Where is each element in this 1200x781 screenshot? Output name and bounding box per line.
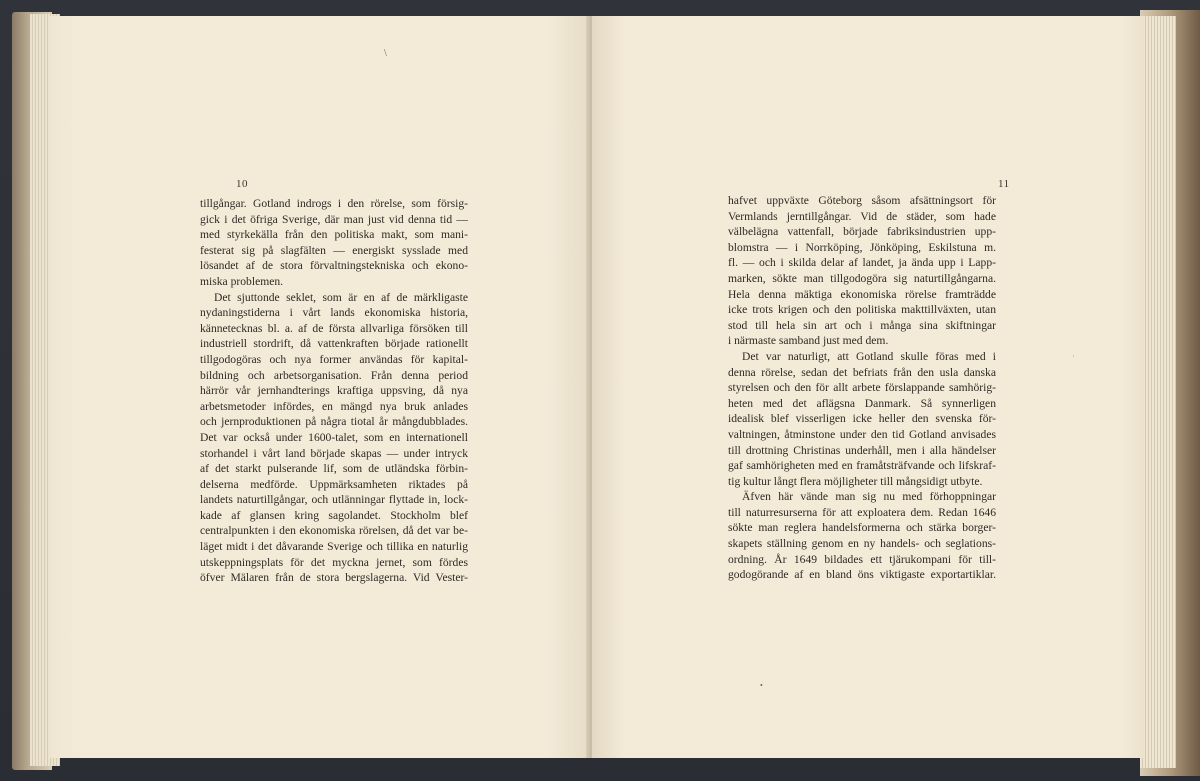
text-line: Hela denna mäktiga ekonomiska rörelse framträdde — [728, 287, 996, 301]
text-line: stod till hela sin art och i många sina skiftningar — [728, 318, 996, 332]
text-line: fl. — och i skilda delar af landet, ja ända upp i Lapp- — [728, 256, 996, 270]
text-line: skapets ställning genom en ny handels- och seglations- — [728, 537, 996, 551]
text-line: icke trots krigen och den politiska makttillväxten, utan — [728, 303, 996, 317]
text-line: Äfven här vände man sig nu med förhoppningar — [742, 490, 996, 504]
text-line: tig kultur långt flera möjligheter till mångsidigt utbyte. — [728, 474, 983, 488]
text-line: bildning och arbetsorganisation. Från denna period — [200, 368, 468, 382]
text-line: härrör vår jernhandterings kraftiga uppsving, då nya — [200, 384, 468, 398]
text-line: storhandel i vårt land började skapas — under intryck — [200, 446, 468, 460]
text-line: tillgodogöras och nya former användas för kapital- — [200, 352, 468, 366]
text-line: industriell stordrift, då vattenkraften började rationellt — [200, 337, 468, 351]
text-line: tillgångar. Gotland indrogs i den rörelse, som försig- — [200, 197, 468, 210]
text-line: hafvet uppväxte Göteborg såsom afsättningsort för — [728, 194, 996, 207]
text-line: miska problemen. — [200, 274, 284, 288]
text-line: till naturresurserna för att exploatera dem. Redan 1646 — [728, 505, 996, 519]
stray-mark: • — [760, 681, 763, 690]
text-line: gick i det öfriga Sverige, där man just vid denna tid — — [200, 212, 468, 226]
text-line: nydaningstiderna i vårt lands ekonomiska historia, — [200, 306, 468, 320]
text-line: sökte man reglera handelsformerna och stärka borger- — [728, 521, 996, 535]
right-page-text — [728, 193, 996, 583]
text-line: till drottning Christinas underhåll, men i alla händelser — [728, 443, 996, 457]
right-page — [592, 16, 1144, 758]
text-line: festerat sig på slagfälten — energiskt sysslade med — [200, 243, 468, 257]
page-edges-right — [1140, 16, 1176, 768]
text-line: och jernproduktionen på några tiotal år mångdubblades. — [200, 415, 468, 429]
text-line: Vermlands jerntillgångar. Vid de städer, som hade — [728, 209, 996, 223]
text-line: lösandet af de stora förvaltningstekniska och ekono- — [200, 259, 468, 273]
text-line: välbelägna vattenfall, började fabriksindustrien upp- — [728, 225, 996, 239]
text-line: läget midt i det dåvarande Sverige och tillika en naturlig — [200, 540, 468, 554]
left-page-text — [200, 196, 468, 586]
text-line: idealisk blef visserligen icke heller den svenska för- — [728, 412, 996, 426]
right-page-number: 11 — [998, 178, 1010, 190]
text-line: godogörande af en bland öns viktigaste exportartiklar. — [728, 568, 996, 582]
text-line: af det starkt pulserande lif, som de utländska förbin- — [200, 462, 468, 476]
text-line: denna rörelse, sedan det befriats från den usla danska — [728, 365, 996, 379]
text-line: gaf samhörigheten med en framåtsträfvande och lifskraf- — [728, 459, 996, 473]
text-line: styrelsen och den för allt arbete förslappande samhörig- — [728, 381, 996, 395]
left-page — [50, 16, 590, 758]
text-line: ordning. År 1649 bildades ett tjärukompani för till- — [728, 552, 996, 566]
text-line: Det var naturligt, att Gotland skulle föras med i — [742, 349, 996, 363]
text-line: marken, sökte man tillgodogöra sig naturtillgångarna. — [728, 271, 996, 285]
stray-mark: \ — [384, 48, 387, 59]
text-line: i närmaste samband just med dem. — [728, 334, 889, 348]
stray-mark: ˈ — [1072, 354, 1075, 363]
text-line: valtningen, åtminstone under den tid Gotland anvisades — [728, 427, 996, 441]
text-line: arbetsmetoder infördes, en mängd nya bruk anlades — [200, 399, 468, 413]
text-line: öfver Mälaren från de stora bergslagerna. Vid Vester- — [200, 571, 468, 585]
text-line: med styrkekälla från den politiska makt, som mani- — [200, 228, 468, 242]
text-line: heten med det aflägsna Danmark. Så synnerligen — [728, 396, 996, 410]
text-line: centralpunkten i den ekonomiska rörelsen, då det var be- — [200, 524, 468, 538]
left-page-number: 10 — [236, 178, 248, 190]
text-line: kade af glansen kring sagolandet. Stockholm blef — [200, 508, 468, 522]
text-line: Det sjuttonde seklet, som är en af de märkligaste — [214, 290, 468, 304]
text-line: blomstra — i Norrköping, Jönköping, Eskilstuna m. — [728, 240, 996, 254]
text-line: delserna medförde. Uppmärksamheten riktades på — [200, 477, 468, 491]
text-line: kännetecknas bl. a. af de första allvarliga försöken till — [200, 321, 468, 335]
text-line: landets naturtillgångar, och utlänningar flyttade in, lock- — [200, 493, 468, 507]
text-line: Det var också under 1600-talet, som en internationell — [200, 430, 468, 444]
text-line: utskeppningsplats för det myckna jernet, som fördes — [200, 555, 468, 569]
